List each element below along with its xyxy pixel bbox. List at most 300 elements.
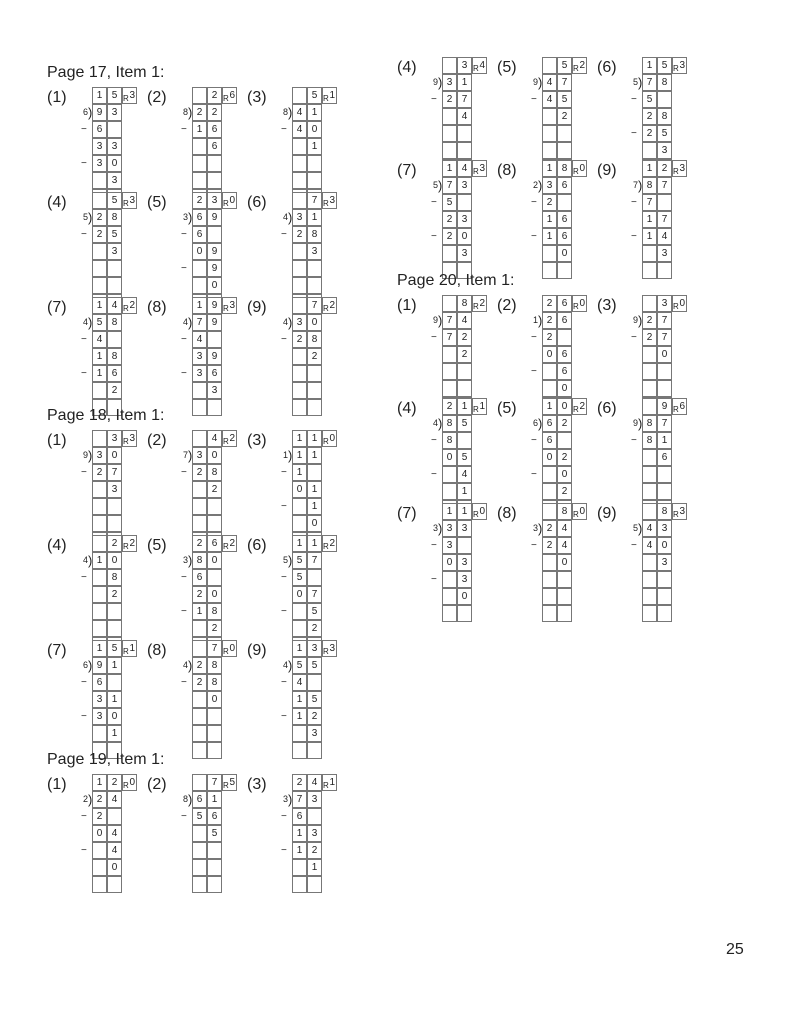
grid-cell [92, 620, 107, 637]
dividend-digit: 5 [92, 314, 107, 331]
grid-cell [657, 588, 672, 605]
divisor: 4 [282, 660, 288, 670]
problem-label: (6) [597, 400, 617, 417]
quotient-digit [92, 430, 107, 447]
result-digit: 1 [292, 691, 307, 708]
minus-sign: − [631, 540, 637, 551]
grid-cell [442, 363, 457, 380]
quotient-digit: 1 [442, 160, 457, 177]
subtract-digit: 0 [557, 466, 572, 483]
long-division [281, 774, 342, 954]
result-digit: 0 [307, 515, 322, 532]
quotient-digit [442, 295, 457, 312]
problem-label: (2) [147, 89, 167, 106]
grid-cell [542, 605, 557, 622]
subtract-digit [457, 537, 472, 554]
problem-label: (3) [597, 297, 617, 314]
dividend-digit: 6 [542, 415, 557, 432]
subtract-digit: 6 [557, 363, 572, 380]
divisor: 4 [282, 317, 288, 327]
grid-cell [292, 155, 307, 172]
dividend-digit: 2 [207, 104, 222, 121]
result-digit: 3 [657, 245, 672, 262]
long-division [631, 503, 692, 683]
minus-sign: − [531, 469, 537, 480]
minus-sign: − [281, 606, 287, 617]
subtract-digit: 1 [657, 432, 672, 449]
dividend-digit: 7 [192, 314, 207, 331]
subtract-digit: 0 [307, 121, 322, 138]
subtract-digit: 4 [192, 331, 207, 348]
quotient-digit: 2 [107, 774, 122, 791]
quotient-digit: 5 [107, 192, 122, 209]
division-bracket: ) [88, 315, 93, 330]
subtract-digit [107, 808, 122, 825]
result-digit: 5 [457, 449, 472, 466]
result-digit: 0 [557, 245, 572, 262]
remainder-cell: 0 [672, 295, 687, 312]
problem-label: (1) [47, 89, 67, 106]
quotient-digit: 5 [657, 57, 672, 74]
minus-sign: − [81, 124, 87, 135]
remainder-label: R [323, 647, 329, 656]
quotient-digit [292, 192, 307, 209]
result-digit: 1 [307, 138, 322, 155]
grid-cell [192, 399, 207, 416]
remainder-label: R [123, 94, 129, 103]
subtract-digit [292, 603, 307, 620]
problem-label: (8) [497, 162, 517, 179]
grid-cell [192, 725, 207, 742]
result-digit: 0 [192, 243, 207, 260]
remainder-cell: 0 [222, 192, 237, 209]
remainder-label: R [473, 405, 479, 414]
subtract-digit: 5 [292, 569, 307, 586]
dividend-digit: 7 [657, 177, 672, 194]
minus-sign: − [631, 435, 637, 446]
result-digit: 1 [457, 483, 472, 500]
division-bracket: ) [438, 313, 443, 328]
minus-sign: − [531, 231, 537, 242]
result-digit: 0 [457, 588, 472, 605]
subtract-digit [92, 569, 107, 586]
remainder-cell: 2 [122, 297, 137, 314]
dividend-digit: 0 [307, 314, 322, 331]
dividend-digit: 0 [107, 552, 122, 569]
result-digit [642, 245, 657, 262]
quotient-digit: 2 [207, 87, 222, 104]
result-digit: 3 [92, 691, 107, 708]
result-digit [292, 859, 307, 876]
quotient-digit: 4 [107, 297, 122, 314]
grid-cell [642, 380, 657, 397]
quotient-digit: 2 [192, 192, 207, 209]
subtract-digit [292, 498, 307, 515]
grid-cell [292, 399, 307, 416]
minus-sign: − [531, 540, 537, 551]
grid-cell [442, 125, 457, 142]
subtract-digit [442, 571, 457, 588]
result-digit [642, 346, 657, 363]
subtract-digit: 6 [207, 808, 222, 825]
grid-cell [207, 725, 222, 742]
quotient-digit [442, 57, 457, 74]
minus-sign: − [181, 606, 187, 617]
result-digit: 8 [657, 108, 672, 125]
subtract-digit: 4 [292, 674, 307, 691]
subtract-digit: 3 [457, 571, 472, 588]
result-digit [292, 620, 307, 637]
minus-sign: − [531, 435, 537, 446]
division-bracket: ) [88, 792, 93, 807]
quotient-digit: 1 [292, 640, 307, 657]
divisor: 3 [432, 523, 438, 533]
grid-cell [542, 142, 557, 159]
remainder-cell: 3 [472, 160, 487, 177]
result-digit: 2 [442, 211, 457, 228]
result-digit: 5 [307, 691, 322, 708]
division-bracket: ) [188, 658, 193, 673]
grid-cell [457, 125, 472, 142]
quotient-digit: 4 [207, 430, 222, 447]
quotient-digit [292, 297, 307, 314]
dividend-digit: 3 [442, 520, 457, 537]
division-bracket: ) [538, 313, 543, 328]
dividend-digit: 7 [442, 312, 457, 329]
divisor: 4 [182, 317, 188, 327]
subtract-digit [457, 194, 472, 211]
quotient-digit: 2 [442, 398, 457, 415]
dividend-digit: 0 [207, 447, 222, 464]
result-digit [542, 108, 557, 125]
remainder-cell: 2 [122, 535, 137, 552]
result-digit [642, 449, 657, 466]
quotient-digit [292, 87, 307, 104]
grid-cell [207, 399, 222, 416]
minus-sign: − [181, 811, 187, 822]
remainder-cell: 2 [572, 398, 587, 415]
problem-label: (6) [247, 537, 267, 554]
dividend-digit: 8 [207, 657, 222, 674]
remainder-label: R [323, 542, 329, 551]
dividend-digit: 4 [107, 791, 122, 808]
grid-cell [192, 859, 207, 876]
grid-cell [542, 262, 557, 279]
divisor: 4 [182, 660, 188, 670]
minus-sign: − [81, 368, 87, 379]
remainder-cell: 3 [322, 192, 337, 209]
quotient-digit [192, 774, 207, 791]
dividend-digit: 4 [457, 312, 472, 329]
grid-cell [107, 515, 122, 532]
grid-cell [642, 262, 657, 279]
quotient-digit: 7 [307, 297, 322, 314]
result-digit: 3 [457, 554, 472, 571]
result-digit: 6 [207, 138, 222, 155]
subtract-digit: 4 [657, 228, 672, 245]
subtract-digit: 2 [442, 228, 457, 245]
subtract-digit: 5 [107, 226, 122, 243]
minus-sign: − [431, 197, 437, 208]
result-digit: 1 [307, 859, 322, 876]
grid-cell [192, 708, 207, 725]
subtract-digit: 8 [307, 331, 322, 348]
quotient-digit [642, 503, 657, 520]
minus-sign: − [281, 124, 287, 135]
section-title: Page 19, Item 1: [47, 751, 165, 768]
grid-cell [642, 483, 657, 500]
grid-cell [442, 605, 457, 622]
division-bracket: ) [188, 448, 193, 463]
grid-cell [307, 742, 322, 759]
divisor: 7 [182, 450, 188, 460]
remainder-label: R [223, 542, 229, 551]
minus-sign: − [281, 334, 287, 345]
dividend-digit: 3 [107, 104, 122, 121]
problem-label: (7) [47, 642, 67, 659]
subtract-digit: 0 [457, 228, 472, 245]
dividend-digit: 7 [442, 177, 457, 194]
result-digit [192, 382, 207, 399]
minus-sign: − [281, 467, 287, 478]
subtract-digit: 5 [192, 808, 207, 825]
dividend-digit: 1 [92, 552, 107, 569]
quotient-digit: 1 [92, 87, 107, 104]
result-digit: 2 [207, 620, 222, 637]
division-bracket: ) [288, 658, 293, 673]
subtract-digit: 2 [192, 464, 207, 481]
minus-sign: − [631, 197, 637, 208]
minus-sign: − [431, 231, 437, 242]
division-bracket: ) [438, 416, 443, 431]
grid-cell [207, 859, 222, 876]
division-bracket: ) [188, 553, 193, 568]
remainder-cell: 3 [672, 503, 687, 520]
divisor: 3 [282, 794, 288, 804]
quotient-digit [192, 640, 207, 657]
result-digit [642, 142, 657, 159]
result-digit: 6 [657, 449, 672, 466]
result-digit: 3 [207, 382, 222, 399]
quotient-digit: 1 [307, 535, 322, 552]
result-digit: 3 [457, 211, 472, 228]
result-digit: 0 [207, 586, 222, 603]
minus-sign: − [81, 158, 87, 169]
remainder-label: R [223, 781, 229, 790]
problem-label: (8) [147, 642, 167, 659]
subtract-digit: 6 [192, 226, 207, 243]
result-digit [92, 243, 107, 260]
subtract-digit: 3 [92, 155, 107, 172]
subtract-digit: 6 [192, 569, 207, 586]
grid-cell [307, 382, 322, 399]
dividend-digit: 2 [92, 209, 107, 226]
result-digit: 0 [107, 859, 122, 876]
result-digit: 3 [107, 481, 122, 498]
quotient-digit [542, 57, 557, 74]
problem-label: (9) [597, 162, 617, 179]
problem-label: (6) [597, 59, 617, 76]
problem-label: (5) [497, 400, 517, 417]
quotient-digit: 4 [307, 774, 322, 791]
division-bracket: ) [288, 448, 293, 463]
dividend-digit: 1 [207, 791, 222, 808]
subtract-digit [92, 842, 107, 859]
minus-sign: − [281, 811, 287, 822]
minus-sign: − [531, 366, 537, 377]
result-digit: 0 [557, 554, 572, 571]
remainder-label: R [673, 302, 679, 311]
result-digit: 3 [457, 245, 472, 262]
result-digit [92, 172, 107, 189]
dividend-digit: 2 [542, 312, 557, 329]
subtract-digit: 1 [292, 842, 307, 859]
remainder-cell: 0 [222, 640, 237, 657]
minus-sign: − [281, 572, 287, 583]
dividend-digit: 9 [207, 314, 222, 331]
remainder-cell: 2 [322, 535, 337, 552]
grid-cell [657, 605, 672, 622]
divisor: 9 [82, 450, 88, 460]
result-digit: 1 [107, 691, 122, 708]
quotient-digit: 2 [292, 774, 307, 791]
grid-cell [192, 876, 207, 893]
grid-cell [557, 588, 572, 605]
division-bracket: ) [538, 416, 543, 431]
subtract-digit: 5 [442, 194, 457, 211]
subtract-digit: 4 [457, 466, 472, 483]
divisor: 3 [532, 523, 538, 533]
remainder-cell: 2 [472, 295, 487, 312]
subtract-digit [207, 569, 222, 586]
divisor: 7 [632, 180, 638, 190]
division-bracket: ) [288, 105, 293, 120]
subtract-digit: 6 [557, 228, 572, 245]
subtract-digit: 1 [192, 603, 207, 620]
result-digit: 9 [207, 243, 222, 260]
dividend-digit: 7 [292, 791, 307, 808]
result-digit: 4 [457, 108, 472, 125]
result-digit [292, 138, 307, 155]
result-digit: 0 [92, 825, 107, 842]
grid-cell [292, 365, 307, 382]
remainder-cell: 5 [222, 774, 237, 791]
subtract-digit: 2 [92, 464, 107, 481]
result-digit: 0 [292, 586, 307, 603]
subtract-digit: 2 [457, 329, 472, 346]
divisor: 1 [532, 315, 538, 325]
result-digit [292, 348, 307, 365]
grid-cell [292, 382, 307, 399]
subtract-digit: 2 [292, 331, 307, 348]
grid-cell [642, 605, 657, 622]
remainder-cell: 2 [572, 57, 587, 74]
dividend-digit: 4 [642, 520, 657, 537]
grid-cell [292, 876, 307, 893]
result-digit: 3 [657, 142, 672, 159]
grid-cell [207, 876, 222, 893]
quotient-digit: 2 [657, 160, 672, 177]
grid-cell [207, 515, 222, 532]
divisor: 5 [282, 555, 288, 565]
minus-sign: − [531, 94, 537, 105]
quotient-digit: 1 [457, 503, 472, 520]
minus-sign: − [281, 501, 287, 512]
quotient-digit: 7 [307, 192, 322, 209]
quotient-digit: 1 [542, 160, 557, 177]
result-digit: 0 [542, 346, 557, 363]
remainder-cell: 3 [222, 297, 237, 314]
grid-cell [92, 498, 107, 515]
divisor: 9 [632, 418, 638, 428]
result-digit: 0 [557, 380, 572, 397]
divisor: 4 [82, 317, 88, 327]
grid-cell [457, 363, 472, 380]
result-digit [92, 481, 107, 498]
subtract-digit [442, 466, 457, 483]
remainder-label: R [573, 167, 579, 176]
grid-cell [642, 363, 657, 380]
subtract-digit: 2 [542, 329, 557, 346]
result-digit: 2 [107, 382, 122, 399]
problem-label: (3) [247, 89, 267, 106]
quotient-digit: 5 [107, 87, 122, 104]
minus-sign: − [281, 711, 287, 722]
subtract-digit: 1 [292, 464, 307, 481]
dividend-digit: 1 [457, 74, 472, 91]
result-digit: 6 [557, 211, 572, 228]
grid-cell [192, 155, 207, 172]
grid-cell [542, 588, 557, 605]
dividend-digit: 0 [207, 552, 222, 569]
long-division [181, 774, 242, 954]
result-digit: 3 [307, 243, 322, 260]
result-digit: 0 [292, 481, 307, 498]
result-digit: 2 [107, 586, 122, 603]
grid-cell [107, 603, 122, 620]
quotient-digit: 2 [192, 535, 207, 552]
dividend-digit: 2 [192, 657, 207, 674]
dividend-digit: 7 [657, 312, 672, 329]
dividend-digit: 3 [457, 520, 472, 537]
result-digit: 0 [442, 554, 457, 571]
subtract-digit: 1 [642, 228, 657, 245]
dividend-digit: 9 [207, 209, 222, 226]
minus-sign: − [81, 677, 87, 688]
subtract-digit [307, 464, 322, 481]
subtract-digit: 6 [542, 432, 557, 449]
result-digit: 2 [557, 483, 572, 500]
result-digit: 1 [642, 211, 657, 228]
minus-sign: − [281, 677, 287, 688]
minus-sign: − [431, 435, 437, 446]
quotient-digit: 5 [307, 87, 322, 104]
divisor: 4 [82, 555, 88, 565]
dividend-digit: 3 [442, 74, 457, 91]
remainder-label: R [223, 199, 229, 208]
remainder-cell: 2 [222, 430, 237, 447]
division-bracket: ) [638, 416, 643, 431]
remainder-cell: 1 [472, 398, 487, 415]
subtract-digit: 2 [307, 708, 322, 725]
subtract-digit: 5 [657, 125, 672, 142]
minus-sign: − [431, 94, 437, 105]
quotient-digit: 1 [192, 297, 207, 314]
division-bracket: ) [288, 553, 293, 568]
dividend-digit: 5 [292, 552, 307, 569]
grid-cell [657, 262, 672, 279]
problem-label: (2) [147, 432, 167, 449]
